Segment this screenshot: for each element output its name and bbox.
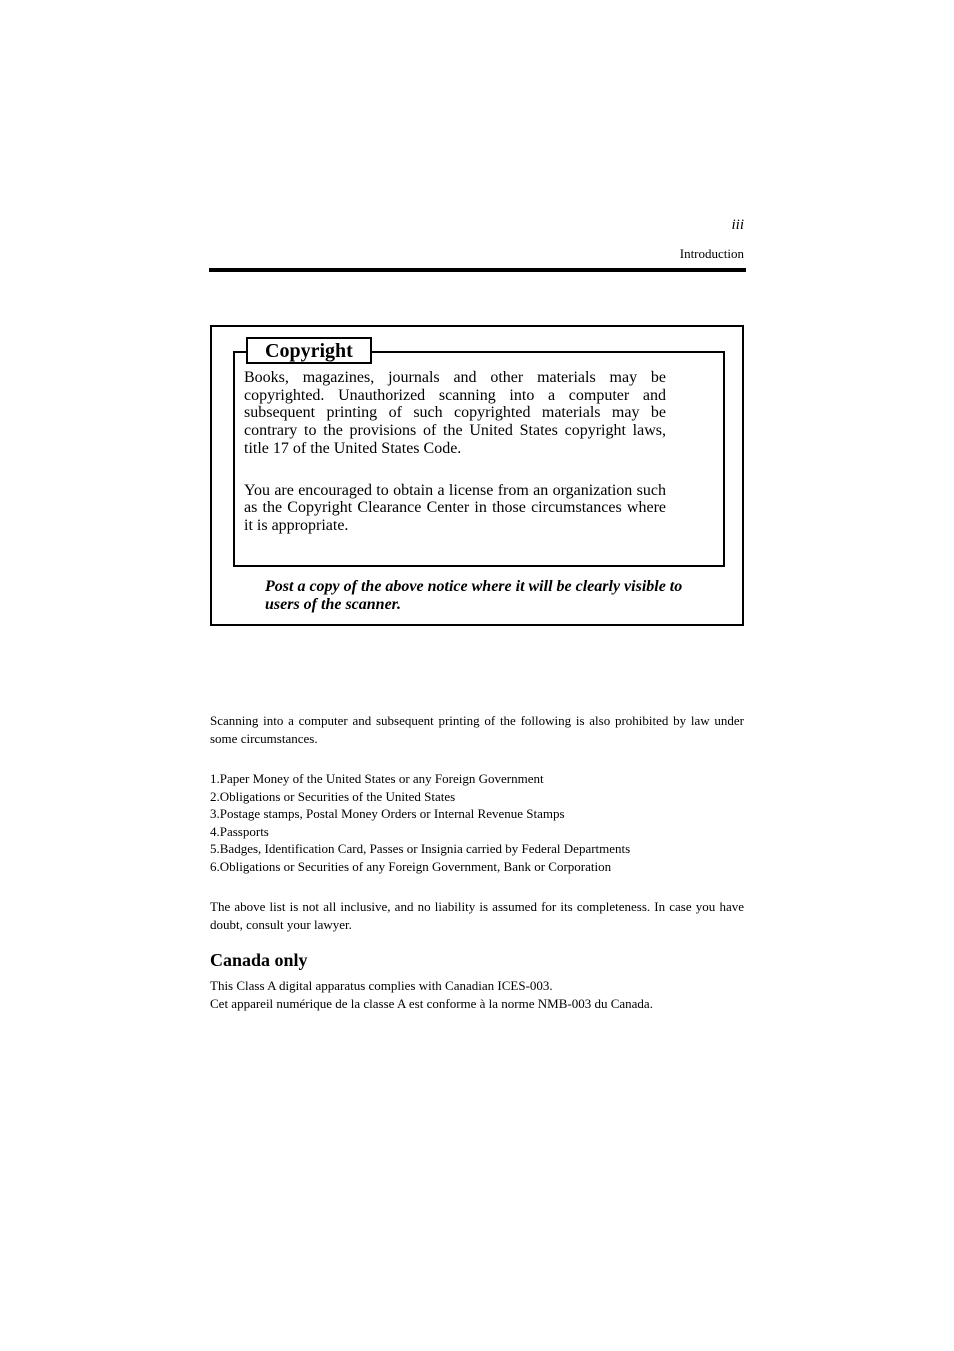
post-notice-instruction: Post a copy of the above notice where it will be clearly visible to users of the scanner. (265, 578, 683, 613)
list-item: 5.Badges, Identification Card, Passes or Insignia carried by Federal Departments (210, 841, 631, 857)
copyright-title: Copyright (265, 340, 353, 362)
list-item: 1.Paper Money of the United States or any Foreign Government (210, 771, 544, 786)
canada-heading: Canada only (210, 950, 308, 970)
copyright-notice-body (244, 369, 666, 535)
prohibited-items-list (210, 770, 744, 876)
canada-compliance-text (210, 977, 744, 1013)
prohibition-intro: Scanning into a computer and subsequent printing of the following is also prohibited by law under some circumstances. (210, 713, 744, 746)
list-item: 2.Obligations or Securities of the United States (210, 788, 456, 804)
running-head: Introduction (679, 246, 744, 261)
notice-paragraph: You are encouraged to obtain a license from an organization such as the Copyright Clearance Center in those circumstances where it is appropriate. (244, 481, 666, 534)
list-item: 4.Passports (210, 823, 269, 839)
copyright-notice-box (210, 325, 744, 626)
compliance-line-fr: Cet appareil numérique de la classe A est conforme à la norme NMB-003 du Canada. (210, 996, 653, 1011)
notice-paragraph: Books, magazines, journals and other materials may be copyrighted. Unauthorized scanning into a computer and subsequent printing of such copyrighted materials may be contrary to the provisions of the United States copyright laws, title 17 of the United States Code. (244, 369, 666, 457)
list-item: 3.Postage stamps, Postal Money Orders or Internal Revenue Stamps (210, 806, 565, 822)
copyright-title-box (246, 337, 372, 364)
list-item: 6.Obligations or Securities of any Foreign Government, Bank or Corporation (210, 858, 612, 874)
page-number: iii (731, 217, 744, 233)
liability-disclaimer: The above list is not all inclusive, and no liability is assumed for its completeness. In case you have doubt, consult your lawyer. (210, 899, 744, 932)
header-rule (209, 268, 746, 272)
compliance-line-en: This Class A digital apparatus complies with Canadian ICES-003. (210, 978, 553, 993)
